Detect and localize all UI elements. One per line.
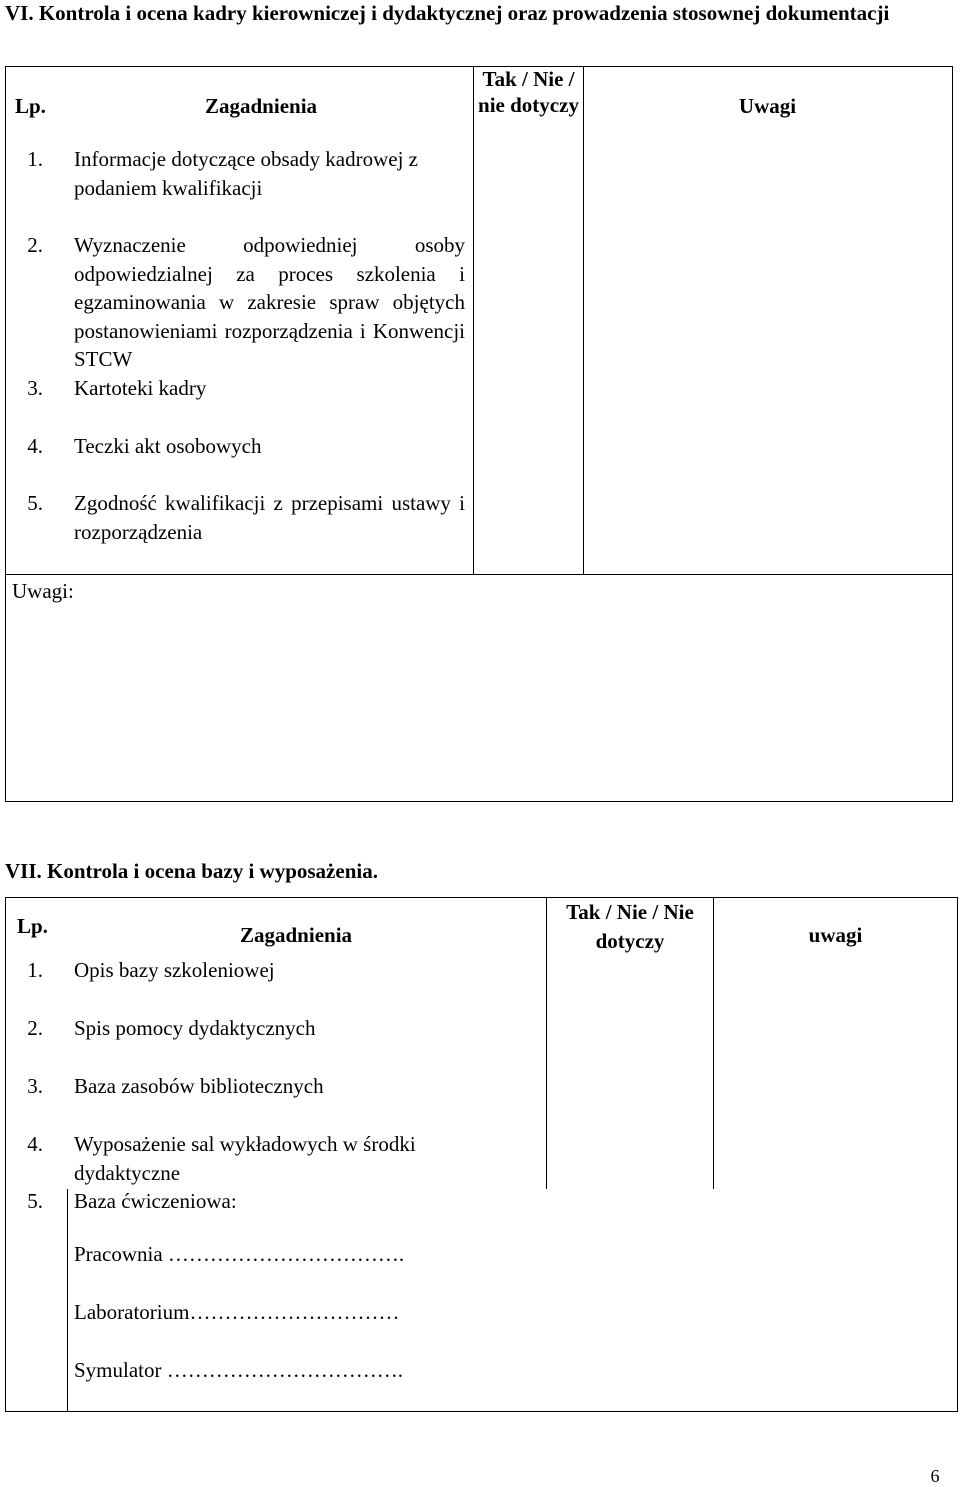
section-7-title: VII. Kontrola i ocena bazy i wyposażenia.	[5, 859, 378, 883]
row-2-number: 2.	[27, 1016, 43, 1040]
row-3-text: Baza zasobów bibliotecznych	[74, 1074, 324, 1098]
page-number: 6	[930, 1466, 940, 1486]
row-1-text: Opis bazy szkoleniowej	[74, 958, 275, 982]
table-border	[5, 66, 6, 802]
row-3-number: 3.	[27, 1074, 43, 1098]
row-1-number: 1.	[27, 147, 43, 171]
sub-item-symulator: Symulator …………………………….	[74, 1358, 403, 1382]
table-border	[952, 66, 953, 802]
row-5-number: 5.	[27, 491, 43, 515]
row-3-text: Kartoteki kadry	[74, 376, 207, 400]
header-lp: Lp.	[15, 94, 46, 118]
row-4-text: Wyposażenie sal wykładowych w środki dydaktyczne	[74, 1132, 416, 1185]
row-5-number: 5.	[27, 1189, 43, 1213]
row-4-text: Teczki akt osobowych	[74, 434, 262, 458]
sub-item-pracownia: Pracownia …………………………….	[74, 1242, 405, 1266]
table-border	[5, 1411, 958, 1412]
table-border	[957, 897, 958, 1412]
table-border	[5, 897, 958, 898]
row-5-text: Zgodność kwalifikacji z przepisami ustawy i rozporządzenia	[74, 491, 465, 544]
header-uwagi: Uwagi	[738, 94, 797, 118]
row-3-number: 3.	[27, 376, 43, 400]
header-zagadnienia: Zagadnienia	[240, 923, 353, 947]
table-border	[583, 66, 584, 575]
table-border	[67, 1189, 68, 1412]
header-uwagi: uwagi	[808, 923, 863, 947]
table-border	[5, 801, 953, 802]
table-border	[546, 897, 547, 1189]
header-lp: Lp.	[17, 914, 48, 938]
notes-label: Uwagi:	[12, 579, 74, 603]
row-1-text: Informacje dotyczące obsady kadrowej z podaniem kwalifikacji	[74, 147, 418, 200]
table-border	[5, 574, 953, 575]
row-2-text: Wyznaczenie odpowiedniej osoby odpowiedzialnej za proces szkolenia i egzaminowania w zakresie spraw objętych postanowieniami rozporządzenia i Konwencji STCW	[74, 233, 465, 371]
row-4-number: 4.	[27, 434, 43, 458]
table-border	[473, 66, 474, 575]
header-status: Tak / Nie / Nie dotyczy	[566, 900, 694, 953]
row-2-number: 2.	[27, 233, 43, 257]
row-5-text: Baza ćwiczeniowa:	[74, 1189, 237, 1213]
row-4-number: 4.	[27, 1132, 43, 1156]
row-2-text: Spis pomocy dydaktycznych	[74, 1016, 316, 1040]
header-zagadnienia: Zagadnienia	[205, 94, 318, 118]
sub-item-laboratorium: Laboratorium…………………………	[74, 1300, 400, 1324]
header-status: Tak / Nie / nie dotyczy	[478, 67, 579, 117]
table-border	[5, 897, 6, 1412]
section-6-title: VI. Kontrola i ocena kadry kierowniczej i dydaktycznej oraz prowadzenia stosownej dokumentacji	[5, 1, 890, 25]
row-1-number: 1.	[27, 958, 43, 982]
